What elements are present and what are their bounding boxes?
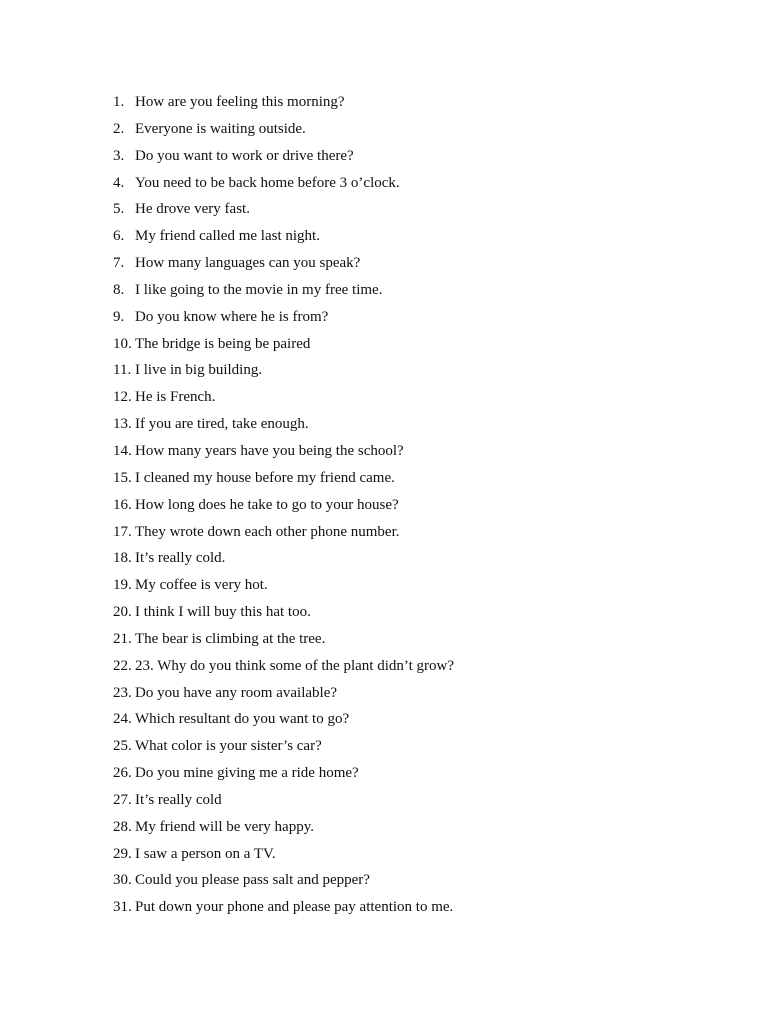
item-text: I cleaned my house before my friend came. [135,469,395,486]
item-text: Do you want to work or drive there? [135,147,354,164]
item-text: If you are tired, take enough. [135,416,309,433]
item-number: 29. [113,845,132,862]
item-text: Do you know where he is from? [135,308,329,325]
list-item [113,118,454,145]
item-text: How many languages can you speak? [135,255,361,272]
item-text: Everyone is waiting outside. [135,120,306,137]
item-number: 17. [113,523,132,540]
item-text: The bridge is being be paired [135,335,311,352]
item-number: 25. [113,738,132,755]
list-item [113,198,454,225]
list-item [113,413,454,440]
item-text: They wrote down each other phone number. [135,523,400,540]
item-text: The bear is climbing at the tree. [135,630,326,647]
list-item [113,91,454,118]
item-number: 16. [113,496,132,513]
list-item [113,333,454,360]
item-number: 13. [113,416,132,433]
item-text: I live in big building. [135,362,263,379]
item-text: You need to be back home before 3 o’clock. [135,174,400,191]
item-number: 1. [113,94,125,110]
item-number: 11. [113,362,132,379]
list-item [113,762,454,789]
list-item [113,708,454,735]
item-number: 19. [113,577,132,594]
list-item [113,601,454,628]
list-item [113,440,454,467]
list-item [113,494,454,521]
list-item [113,252,454,279]
list-item [113,306,454,333]
list-item [113,655,454,682]
item-number: 20. [113,604,132,621]
item-text: Do you mine giving me a ride home? [135,765,359,782]
item-number: 28. [113,818,132,835]
item-number: 5. [113,201,125,218]
item-number: 2. [113,120,125,137]
list-item [113,279,454,306]
list-item [113,896,454,923]
list-item [113,359,454,386]
item-number: 12. [113,389,132,406]
item-text: He drove very fast. [135,201,250,218]
item-text: It’s really cold. [135,550,226,567]
list-item [113,789,454,816]
list-item [113,225,454,252]
item-text: My coffee is very hot. [135,577,268,594]
item-number: 21. [113,630,132,647]
item-number: 15. [113,469,132,486]
item-text: How long does he take to go to your house? [135,496,399,513]
item-number: 22. [113,657,132,674]
item-text: How many years have you being the school? [135,442,404,459]
item-text: I saw a person on a TV. [135,845,276,862]
item-number: 30. [113,872,132,889]
item-text: Which resultant do you want to go? [135,711,350,728]
item-text: How are you feeling this morning? [135,94,345,110]
item-number: 9. [113,308,125,325]
sentence-list [113,91,454,923]
list-item [113,145,454,172]
item-number: 18. [113,550,132,567]
list-item [113,547,454,574]
item-text: It’s really cold [135,791,222,808]
list-item [113,843,454,870]
list-item [113,521,454,548]
item-number: 31. [113,899,132,916]
list-item [113,816,454,843]
item-number: 14. [113,442,132,459]
item-text: Could you please pass salt and pepper? [135,872,370,889]
item-text: 23. Why do you think some of the plant didn’t grow? [135,657,454,674]
item-text: He is French. [135,389,216,406]
item-number: 24. [113,711,132,728]
item-number: 8. [113,281,125,298]
list-item [113,869,454,896]
item-text: What color is your sister’s car? [135,738,322,755]
list-item [113,172,454,199]
item-text: I think I will buy this hat too. [135,604,311,621]
list-item [113,735,454,762]
item-text: My friend called me last night. [135,228,320,245]
item-number: 7. [113,255,125,272]
list-item [113,467,454,494]
item-text: Put down your phone and please pay attention to me. [135,899,454,916]
list-item [113,628,454,655]
item-number: 10. [113,335,132,352]
item-number: 3. [113,147,125,164]
item-number: 6. [113,228,125,245]
item-text: Do you have any room available? [135,684,338,701]
item-number: 27. [113,791,132,808]
item-number: 23. [113,684,132,701]
list-item [113,574,454,601]
list-item [113,682,454,709]
item-text: I like going to the movie in my free time. [135,281,383,298]
item-number: 4. [113,174,125,191]
item-text: My friend will be very happy. [135,818,314,835]
list-item [113,386,454,413]
item-number: 26. [113,765,132,782]
